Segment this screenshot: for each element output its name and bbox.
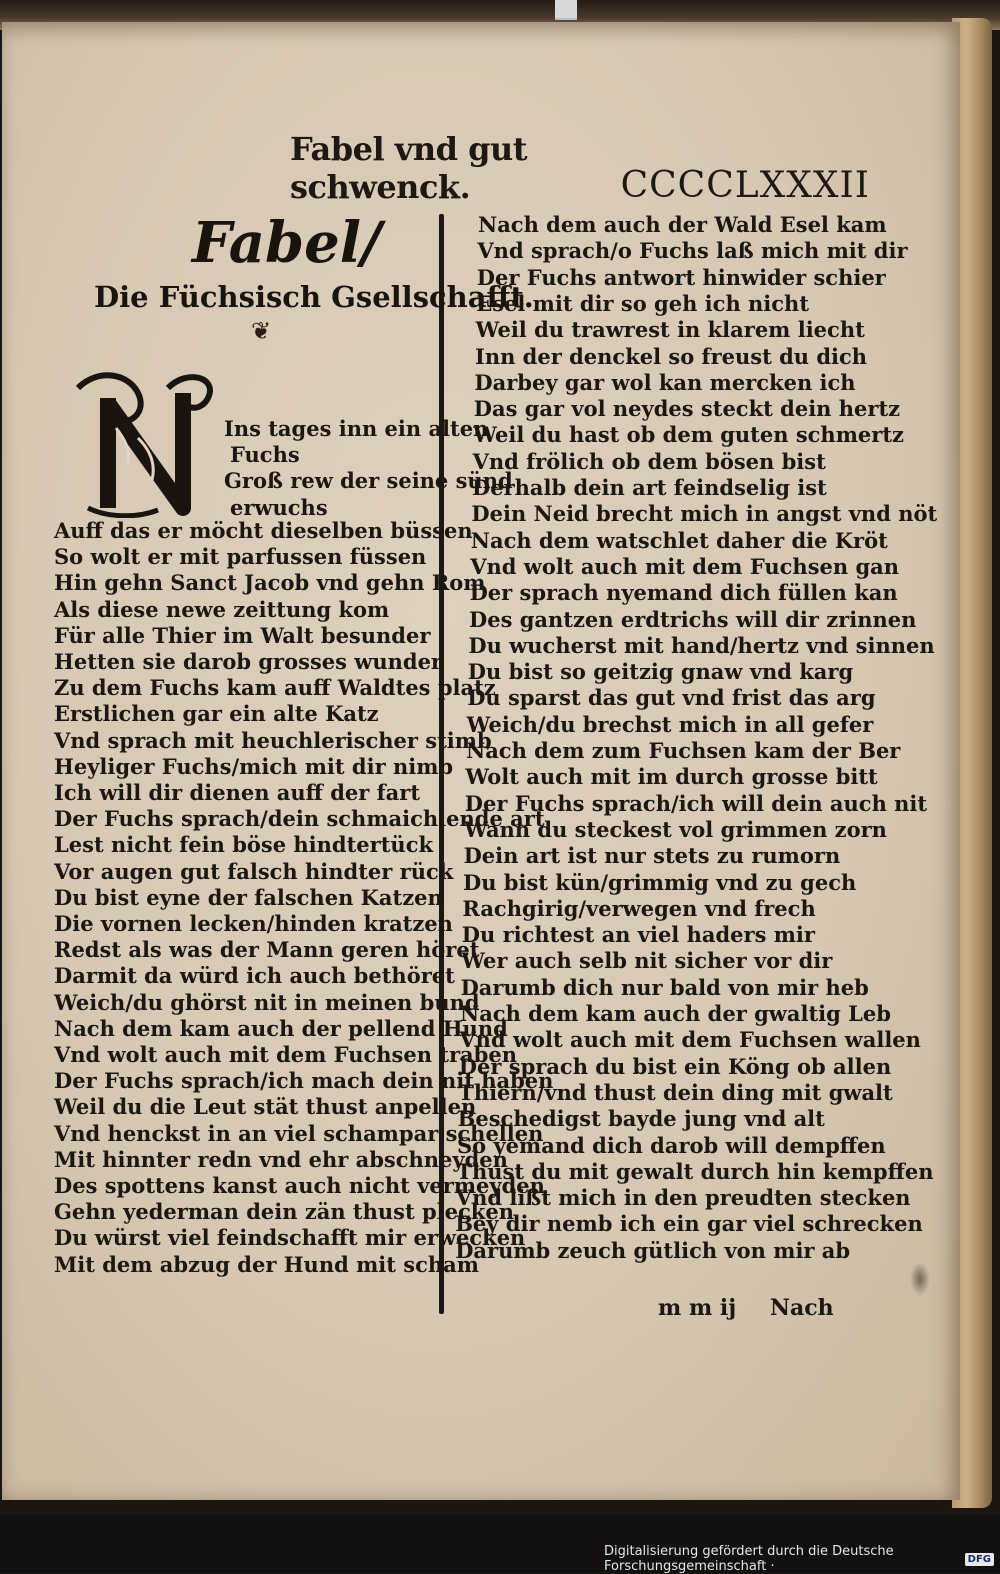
verse-line: Lest nicht fein böse hindtertück [54, 832, 434, 858]
verse-line: Nach dem watschlet daher die Kröt [470, 527, 888, 553]
verse-line: Mit dem abzug der Hund mit scham [54, 1251, 479, 1277]
verse-line: Gehn yederman dein zän thust plecken [54, 1199, 514, 1225]
verse-line: Hetten sie darob grosses wunder [54, 649, 442, 674]
verse-line: Bey dir nemb ich ein gar viel schrecken [455, 1211, 923, 1237]
verse-line: Mit hinnter redn vnd ehr abschneyden [54, 1146, 508, 1172]
catchword [658, 1295, 858, 1325]
verse-line: Zu dem Fuchs kam auff Waldtes platz [54, 675, 496, 701]
verse-line: Du bist so geitzig gnaw vnd karg [467, 659, 854, 685]
decorated-initial-icon [68, 368, 228, 518]
verse-line: Als diese newe zeittung kom [54, 596, 390, 622]
folio-number: CCCCLXXXII [620, 165, 870, 206]
verse-line: Die vornen lecken/hinden kratzen [54, 911, 453, 936]
running-head [290, 130, 870, 206]
verse-line: Wer auch selb nit sicher vor dir [461, 948, 833, 974]
verse-line: Der Fuchs sprach/dein schmaichlende art [54, 806, 545, 832]
verse-line: Darumb zeuch gütlich von mir ab [455, 1237, 851, 1263]
verse-line: Vnd sprach/o Fuchs laß mich mit dir [477, 238, 908, 264]
verse-line: Weich/du ghörst nit in meinen bund [54, 989, 480, 1015]
verse-line: Dein Neid brecht mich in angst vnd nöt [471, 501, 938, 527]
verse-line: So yemand dich darob will dempffen [457, 1132, 886, 1158]
verse-line: Du bist eyne der falschen Katzen [54, 884, 443, 910]
fable-subtitle: Die Füchsisch Gsellschafft. [94, 280, 534, 314]
funding-footer [604, 1544, 994, 1574]
verse-line: Weich/du brechst mich in all gefer [466, 711, 874, 737]
verse-line: Nach dem kam auch der pellend Hund [54, 1015, 508, 1041]
verse-line: Vnd sprach mit heuchlerischer stimb [54, 727, 492, 753]
verse-line: Erstlichen gar ein alte Katz [54, 701, 379, 727]
verse-line: Vor augen gut falsch hindter rück [54, 858, 454, 884]
fleuron-icon: ❦ [250, 317, 272, 345]
verse-line: Hin gehn Sanct Jacob vnd gehn Rom [54, 570, 486, 596]
verse-line: Für alle Thier im Walt besunder [54, 622, 431, 648]
verse-line: Vnd wolt auch mit dem Fuchsen wallen [459, 1027, 921, 1053]
fable-title: Fabel/ [192, 210, 382, 276]
verse-line: Ins tages inn ein alten [224, 416, 489, 441]
verse-line: Du sparst das gut vnd frist das arg [467, 685, 876, 711]
verse-line: Vnd frölich ob dem bösen bist [472, 448, 826, 474]
verse-line: Groß rew der seine sünd [224, 468, 513, 494]
verse-line: Nach dem auch der Wald Esel kam [478, 212, 887, 237]
verse-line: Weil du hast ob dem guten schmertz [473, 422, 904, 448]
ink-smudge [910, 1262, 930, 1296]
verse-line: Nach dem kam auch der gwaltig Leb [460, 1001, 891, 1026]
catchword-text: Nach [769, 1295, 834, 1321]
verse-line: Redst als was der Mann geren höret [54, 937, 480, 963]
verse-line: Du richtest an viel haders mir [461, 922, 815, 948]
verse-line: Esel mit dir so geh ich nicht [476, 290, 810, 316]
verse-line: Darmit da würd ich auch bethöret [54, 963, 455, 989]
verse-line: Weil du die Leut stät thust anpellen [54, 1094, 477, 1120]
verse-line: Fuchs [230, 442, 300, 468]
verse-line: Thust du mit gewalt durch hin kempffen [456, 1158, 934, 1184]
running-head-title: Fabel vnd gut schwenck. [290, 130, 528, 206]
verse-line: Wolt auch mit im durch grosse bitt [465, 764, 878, 790]
page-tab-marker [555, 0, 577, 20]
book-page [2, 22, 960, 1500]
verse-line: Wann du steckest vol grimmen zorn [464, 816, 887, 842]
dfg-logo-icon: DFG [965, 1553, 994, 1566]
verse-line: Darumb dich nur bald von mir heb [460, 974, 869, 1000]
verse-line: Rachgirig/verwegen vnd frech [462, 895, 816, 921]
verse-line: Des spottens kanst auch nicht vermeyden [54, 1173, 545, 1198]
verse-line: Der sprach nyemand dich füllen kan [469, 580, 898, 606]
footer-text: Digitalisierung gefördert durch die Deutsche Forschungsgemeinschaft · [604, 1544, 894, 1574]
verse-line: Der sprach du bist ein Köng ob allen [458, 1053, 892, 1079]
verse-line: Weil du trawrest in klarem liecht [475, 317, 865, 343]
verse-line: Das gar vol neydes steckt dein hertz [473, 396, 901, 422]
verse-line: Nach dem zum Fuchsen kam der Ber [466, 738, 901, 763]
verse-line: Thiern/vnd thust dein ding mit gwalt [458, 1079, 893, 1105]
verse-line: erwuchs [230, 494, 328, 520]
verse-line: Beschedigst bayde jung vnd alt [457, 1106, 825, 1132]
verse-line: Ich will dir dienen auff der fart [54, 780, 421, 805]
verse-line: Vnd lißt mich in den preudten stecken [455, 1185, 911, 1211]
verse-line: Der Fuchs sprach/ich mach dein nit haben [54, 1068, 554, 1094]
verse-line: Vnd wolt auch mit dem Fuchsen gan [470, 553, 900, 579]
signature-mark: m m ij [658, 1295, 737, 1321]
verse-line: Des gantzen erdtrichs will dir zrinnen [469, 606, 917, 632]
verse-line: Darbey gar wol kan mercken ich [474, 369, 856, 395]
verse-line: Du wucherst mit hand/hertz vnd sinnen [468, 632, 935, 658]
verse-line: Der Fuchs sprach/ich will dein auch nit [464, 790, 928, 816]
verse-line: Heyliger Fuchs/mich mit dir nimb [54, 753, 454, 779]
verse-line: Inn der denckel so freust du dich [475, 343, 868, 369]
verse-line: Vnd wolt auch mit dem Fuchsen traben [54, 1042, 517, 1067]
verse-line: Der Fuchs antwort hinwider schier [476, 264, 886, 290]
verse-line: So wolt er mit parfussen füssen [54, 544, 427, 570]
verse-line: Derhalb dein art feindselig ist [472, 475, 827, 500]
verse-line: Du würst viel feindschafft mir erwecken [54, 1225, 526, 1251]
verse-line: Vnd henckst in an viel schampar schellen [54, 1120, 544, 1146]
verse-line: Auff das er möcht dieselben büssen [54, 518, 473, 543]
verse-line: Dein art ist nur stets zu rumorn [463, 843, 841, 869]
verse-line: Du bist kün/grimmig vnd zu gech [463, 869, 857, 895]
